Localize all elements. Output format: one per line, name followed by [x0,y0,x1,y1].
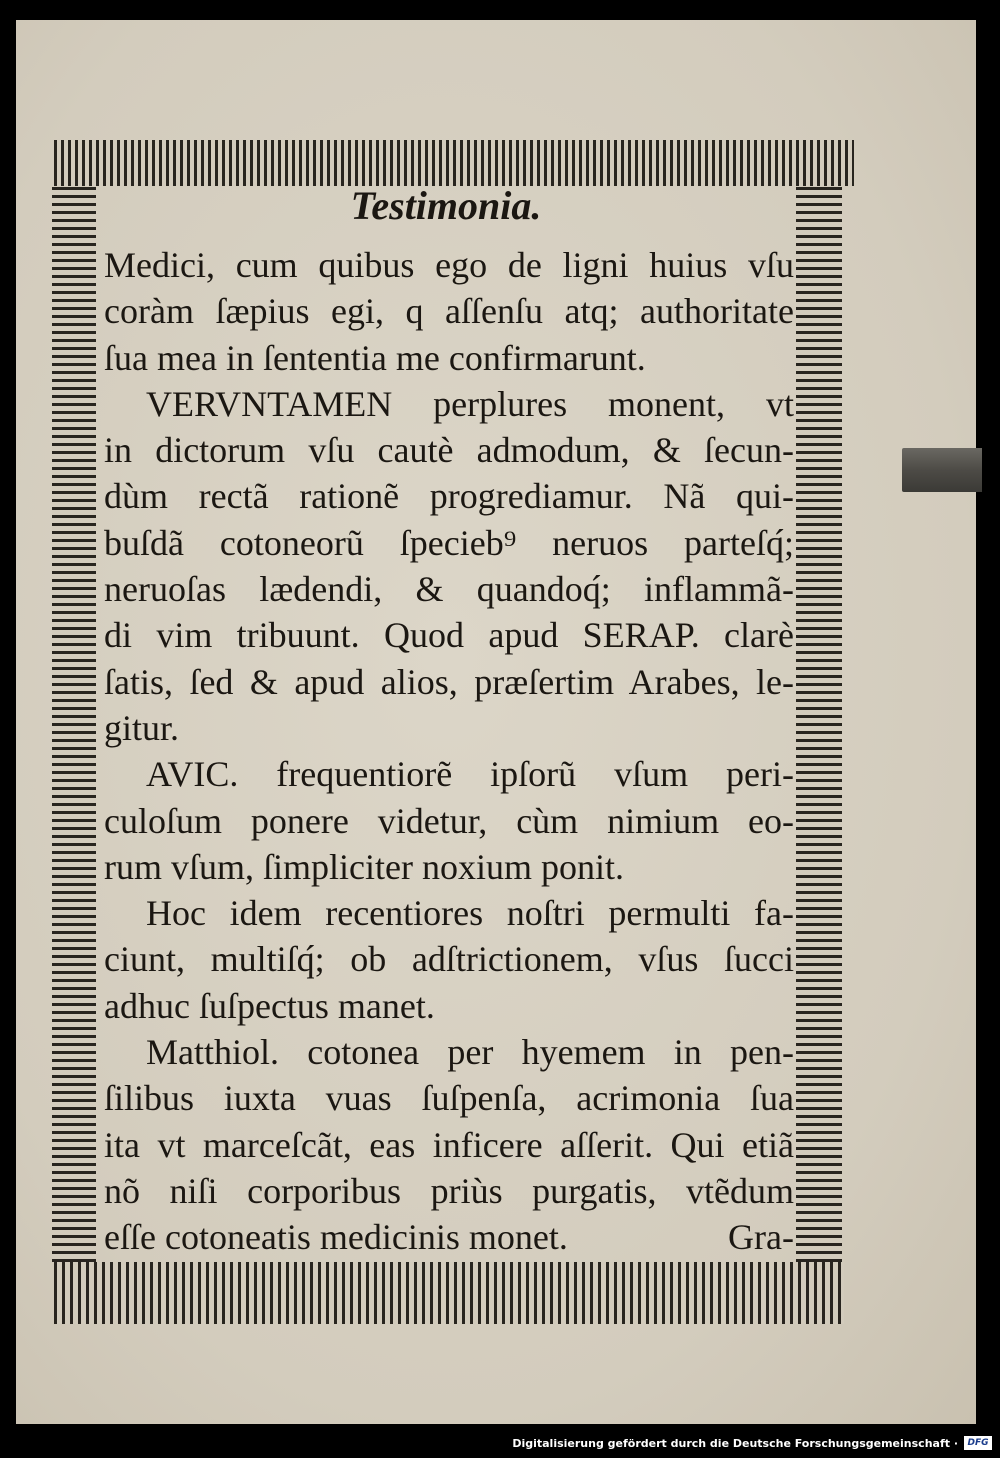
text-line: AVIC. frequentiorẽ ipſorũ vſum peri- [146,754,794,795]
text-line: in dictorum vſu cautè admodum, & ſecun- [104,430,794,471]
page-tab-marker [902,448,982,492]
text-line: gitur. [104,707,180,748]
text-line [104,1214,794,1260]
body-text [104,242,794,1261]
text-line: VERVNTAMEN perplures monent, vt [146,383,794,424]
ornamental-border-bottom [54,1262,844,1324]
text-line: Matthiol. cotonea per hyemem in pen- [146,1032,794,1073]
text-line: rum vſum, ſimpliciter noxium ponit. [104,846,624,887]
text-line-content: eſſe cotoneatis medicinis monet. [104,1217,568,1258]
text-line: ſilibus iuxta vuas ſuſpenſa, acrimonia ſua [104,1078,794,1119]
text-line: ſatis, ſed & apud alios, præſertim Arabes, le- [104,661,794,702]
text-line: Hoc idem recentiores noſtri permulti fa- [146,893,794,934]
text-line: coràm ſæpius egi, q aſſenſu atq; authoritate [104,291,794,332]
text-line: ita vt marceſcãt, eas inficere aſſerit. Qui etiã [104,1124,794,1165]
text-line: neruoſas lædendi, & quandoq́; inflammã- [104,569,794,610]
dfg-logo: DFG [964,1436,992,1450]
text-line: adhuc ſuſpectus manet. [104,985,435,1026]
text-line: buſdã cotoneorũ ſpecieb⁹ neruos parteſq́; [104,522,794,563]
credit-text: Digitalisierung gefördert durch die Deutsche Forschungsgemeinschaft · [512,1436,958,1450]
text-line: dùm rectã rationẽ progrediamur. Nã qui- [104,476,794,517]
text-line: ciunt, multiſq́; ob adſtrictionem, vſus ſucci [104,939,794,980]
text-line: di vim tribuunt. Quod apud SERAP. clarè [104,615,794,656]
ornamental-border-right [796,186,842,1262]
book-page [16,20,976,1424]
ornamental-border-top [54,140,854,186]
text-line: culoſum ponere videtur, cùm nimium eo- [104,800,794,841]
digitization-credit [512,1432,992,1454]
ornamental-border-left [52,186,96,1262]
text-line: nõ niſi corporibus priùs purgatis, vtẽdum [104,1170,794,1211]
running-head: Testimonia. [350,183,542,228]
text-line: ſua mea in ſententia me confirmarunt. [104,337,646,378]
catchword: Gra- [728,1217,794,1258]
text-line: Medici, cum quibus ego de ligni huius vſu [104,245,794,285]
